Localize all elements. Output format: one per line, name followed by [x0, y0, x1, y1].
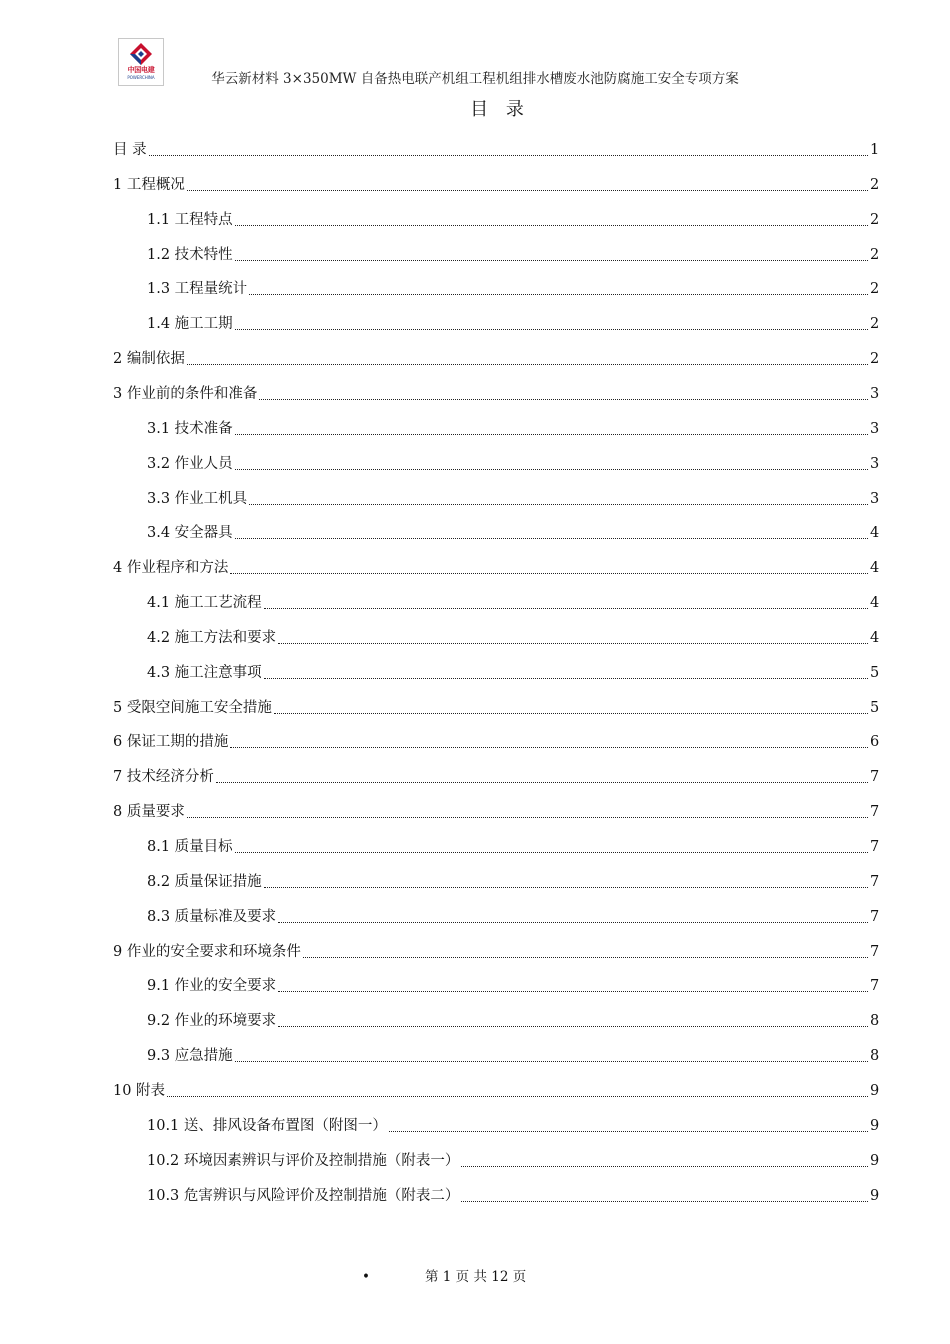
- logo-text-en: POWERCHINA: [127, 75, 155, 80]
- toc-entry[interactable]: [147, 241, 884, 265]
- toc-entry-label: 10.1 送、排风设备布置图（附图一）: [147, 1118, 387, 1134]
- toc-entry-page-number: 9: [870, 1153, 880, 1169]
- toc-dot-leader: [278, 628, 868, 648]
- toc-entry[interactable]: [147, 659, 884, 683]
- toc-entry[interactable]: [147, 485, 884, 509]
- toc-entry-page-number: 4: [870, 630, 880, 646]
- toc-entry-page-number: 3: [870, 456, 880, 472]
- toc-entry-label: 9.1 作业的安全要求: [147, 978, 277, 994]
- toc-entry-page-number: 7: [870, 874, 880, 890]
- toc-entry-label: 8.2 质量保证措施: [147, 874, 262, 890]
- toc-dot-leader: [235, 314, 868, 334]
- toc-entry-page-number: 7: [870, 839, 880, 855]
- toc-dot-leader: [235, 523, 868, 543]
- toc-entry-label: 8.1 质量目标: [147, 839, 233, 855]
- toc-entry-page-number: 7: [870, 978, 880, 994]
- toc-entry-page-number: 2: [870, 281, 880, 297]
- toc-entry-page-number: 7: [870, 804, 880, 820]
- toc-dot-leader: [235, 1046, 868, 1066]
- toc-entry-page-number: 2: [870, 177, 880, 193]
- toc-entry-page-number: 4: [870, 595, 880, 611]
- toc-entry[interactable]: [147, 1007, 884, 1031]
- toc-dot-leader: [187, 349, 868, 369]
- toc-entry-page-number: 3: [870, 386, 880, 402]
- toc-entry[interactable]: [147, 1112, 884, 1136]
- toc-entry[interactable]: [113, 136, 884, 160]
- toc-entry-label: 9 作业的安全要求和环境条件: [113, 944, 301, 960]
- toc-entry[interactable]: [147, 833, 884, 857]
- toc-entry-page-number: 1: [870, 142, 880, 158]
- toc-entry-label: 3.1 技术准备: [147, 421, 233, 437]
- toc-entry-page-number: 8: [870, 1013, 880, 1029]
- toc-entry-page-number: 2: [870, 316, 880, 332]
- toc-entry-page-number: 3: [870, 491, 880, 507]
- toc-entry-page-number: 8: [870, 1048, 880, 1064]
- toc-entry-page-number: 9: [870, 1188, 880, 1204]
- toc-entry-label: 1.3 工程量统计: [147, 281, 248, 297]
- toc-dot-leader: [235, 210, 868, 230]
- toc-entry-label: 8.3 质量标准及要求: [147, 909, 277, 925]
- toc-entry-page-number: 2: [870, 247, 880, 263]
- toc-entry-label: 9.3 应急措施: [147, 1048, 233, 1064]
- toc-dot-leader: [167, 1081, 868, 1101]
- toc-entry[interactable]: [147, 519, 884, 543]
- toc-entry[interactable]: [147, 275, 884, 299]
- toc-entry-label: 1.2 技术特性: [147, 247, 233, 263]
- toc-entry-label: 4.1 施工工艺流程: [147, 595, 262, 611]
- toc-dot-leader: [303, 942, 868, 962]
- toc-entry-label: 1 工程概况: [113, 177, 185, 193]
- toc-entry[interactable]: [113, 728, 884, 752]
- toc-entry[interactable]: [147, 589, 884, 613]
- toc-entry-label: 3.2 作业人员: [147, 456, 233, 472]
- toc-dot-leader: [235, 419, 868, 439]
- toc-entry-page-number: 2: [870, 212, 880, 228]
- toc-entry-label: 4 作业程序和方法: [113, 560, 229, 576]
- toc-entry[interactable]: [113, 554, 884, 578]
- toc-entry-label: 9.2 作业的环境要求: [147, 1013, 277, 1029]
- toc-entry-page-number: 6: [870, 734, 880, 750]
- toc-entry[interactable]: [147, 1147, 884, 1171]
- toc-dot-leader: [278, 1011, 868, 1031]
- toc-entry-page-number: 5: [870, 700, 880, 716]
- toc-dot-leader: [216, 767, 868, 787]
- toc-entry[interactable]: [147, 450, 884, 474]
- toc-entry[interactable]: [113, 694, 884, 718]
- toc-entry-label: 4.3 施工注意事项: [147, 665, 262, 681]
- toc-entry-label: 2 编制依据: [113, 351, 185, 367]
- toc-entry[interactable]: [147, 868, 884, 892]
- toc-entry-page-number: 4: [870, 560, 880, 576]
- toc-entry[interactable]: [147, 972, 884, 996]
- toc-entry-label: 3 作业前的条件和准备: [113, 386, 258, 402]
- toc-entry-page-number: 9: [870, 1118, 880, 1134]
- toc-entry-label: 3.4 安全器具: [147, 525, 233, 541]
- toc-dot-leader: [230, 558, 868, 578]
- toc-entry-page-number: 4: [870, 525, 880, 541]
- toc-dot-leader: [264, 872, 868, 892]
- toc-dot-leader: [389, 1116, 868, 1136]
- toc-entry-page-number: 3: [870, 421, 880, 437]
- toc-dot-leader: [259, 384, 868, 404]
- toc-entry-page-number: 9: [870, 1083, 880, 1099]
- toc-entry[interactable]: [113, 763, 884, 787]
- toc-dot-leader: [187, 175, 868, 195]
- toc-dot-leader: [278, 976, 868, 996]
- toc-entry[interactable]: [147, 624, 884, 648]
- toc-entry-label: 10.3 危害辨识与风险评价及控制措施（附表二）: [147, 1188, 460, 1204]
- toc-entry-label: 5 受限空间施工安全措施: [113, 700, 272, 716]
- toc-entry-label: 8 质量要求: [113, 804, 185, 820]
- toc-dot-leader: [249, 489, 868, 509]
- toc-dot-leader: [278, 907, 868, 927]
- toc-dot-leader: [461, 1151, 868, 1171]
- toc-entry-page-number: 7: [870, 944, 880, 960]
- toc-entry[interactable]: [113, 380, 884, 404]
- toc-entry[interactable]: [147, 1182, 884, 1206]
- toc-entry-page-number: 2: [870, 351, 880, 367]
- toc-dot-leader: [461, 1186, 868, 1206]
- toc-entry-page-number: 7: [870, 909, 880, 925]
- toc-entry-label: 目 录: [113, 142, 147, 158]
- toc-entry-page-number: 7: [870, 769, 880, 785]
- toc-entry[interactable]: [113, 345, 884, 369]
- toc-entry[interactable]: [147, 310, 884, 334]
- toc-dot-leader: [235, 837, 868, 857]
- toc-entry-label: 4.2 施工方法和要求: [147, 630, 277, 646]
- toc-entry-label: 1.4 施工工期: [147, 316, 233, 332]
- toc-entry-label: 7 技术经济分析: [113, 769, 214, 785]
- toc-entry-page-number: 5: [870, 665, 880, 681]
- toc-entry[interactable]: [147, 1042, 884, 1066]
- toc-entry-label: 6 保证工期的措施: [113, 734, 229, 750]
- toc-dot-leader: [249, 279, 868, 299]
- toc-dot-leader: [264, 593, 868, 613]
- toc-dot-leader: [235, 245, 868, 265]
- toc-entry[interactable]: [113, 938, 884, 962]
- toc-entry[interactable]: [147, 415, 884, 439]
- page-number: 第 1 页 共 12 页: [425, 1269, 527, 1285]
- toc-entry[interactable]: [147, 206, 884, 230]
- footer-bullet: •: [362, 1269, 370, 1285]
- toc-entry-label: 10 附表: [113, 1083, 166, 1099]
- logo-text-cn: 中国电建: [127, 66, 155, 74]
- toc-entry[interactable]: [147, 903, 884, 927]
- toc-dot-leader: [187, 802, 868, 822]
- toc-entry[interactable]: [113, 1077, 884, 1101]
- toc-dot-leader: [235, 454, 868, 474]
- toc-dot-leader: [149, 140, 868, 160]
- document-header-title: 华云新材料 3×350MW 自备热电联产机组工程机组排水槽废水池防腐施工安全专项方案: [211, 71, 739, 87]
- toc-entry[interactable]: [113, 798, 884, 822]
- toc-entry-label: 3.3 作业工机具: [147, 491, 248, 507]
- toc-entry[interactable]: [113, 171, 884, 195]
- toc-dot-leader: [274, 698, 868, 718]
- page-title: 目 录: [470, 99, 530, 120]
- toc-entry-label: 10.2 环境因素辨识与评价及控制措施（附表一）: [147, 1153, 460, 1169]
- toc-entry-label: 1.1 工程特点: [147, 212, 233, 228]
- toc-dot-leader: [264, 663, 868, 683]
- toc-dot-leader: [230, 732, 868, 752]
